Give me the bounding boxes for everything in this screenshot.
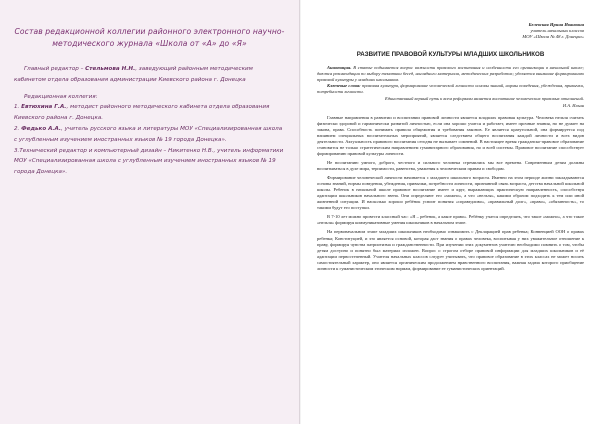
board-member-1 xyxy=(14,102,285,124)
board-member-text: Технический редактор и компьютерный дизайн – Никитенко Н.В., учитель информатики МОУ «Специализированная школа с углубленным изучением иностранных языков № 19 города Донецка». xyxy=(14,147,284,176)
keywords-text: правовая культура, формирование человеческой личности основы знаний, нормы поведения, убеждения, привычки, потребности личности. xyxy=(317,83,584,95)
abstract xyxy=(317,65,584,83)
chief-editor-description: , заведующий районным методическим кабинетом отдела образования администрации Киевского района г. Донецка xyxy=(14,66,253,83)
editorial-board-heading: Редакционная коллегия: xyxy=(24,93,98,100)
epigraph-text: Единственный верный путь к всем реформам является воспитание человеческих правовых отношений. xyxy=(384,96,584,102)
body-paragraph: Не воспитанию умного, доброго, честного и сильного человека стремились мы все времена. Современным детям должны воспитываться в духе мира, терпимости, равенства, уважения к человеческим правам и свободам. xyxy=(317,159,584,172)
board-member-text: , учитель русского языка и литературы МОУ «Специализированная школа с углубленным изучением иностранных языков № 19 города Донецка». xyxy=(14,125,283,143)
chief-editor-line xyxy=(14,64,285,86)
author-block xyxy=(317,22,584,40)
keywords xyxy=(317,83,584,95)
article-page xyxy=(301,0,600,424)
body-paragraph: На первоначальном этапе младших школьников необходимо ознакомить с Декларацией прав ребенка; Конвенцией ООН о правах ребенка; Конституцией, и это является основой, которая даст знания о правах человека, воспитывая у них уважительное отношение к праву, формируя чувства патриотизма и гражданственности. При изучении этих документов учителю необходимо помнить о том, чтобы детям доступно и понятно был материал изложен. Вопрос о строгом отборе правовой информации для младших школьников и её адаптации первостепенный. Учителя начальных классов следует учитывать, что правовое образование в этих классах не может носить самостоятельный характер, оно является органическим продолжением нравственного воспитания, важная задача которого приобщение личности к гуманистическим этическим нормам, формирование ее гуманистических ориентаций. xyxy=(317,229,584,271)
keywords-label: Ключевые слова: xyxy=(327,83,361,89)
epigraph xyxy=(317,96,584,108)
board-member-3 xyxy=(14,146,285,178)
abstract-text: В статье подымается вопрос важности правового воспитания и особенности его организации в начальной школе; даются рекомендации по выбору тематики бесед, наглядного материала, методических разработок; уделяется внимание формированию правовой культуры у младших школьников. xyxy=(317,65,585,83)
board-member-name: Федько А.А. xyxy=(21,125,62,132)
journal-board-title: Состав редакционной коллегии районного электронного научно-методического журнала «Школа от «А» до «Я» xyxy=(14,27,285,48)
author-position: учитель начальных классов xyxy=(530,28,584,33)
abstract-label: Аннотация. xyxy=(327,65,352,70)
body-paragraph: Формирование человеческой личности начинается с младшего школьного возраста. Именно на этом периоде жизни закладываются основы знаний, нормы поведения, убеждения, привычки, потребности личности, признанной связь возраста, детства начальной школьной школы. Ребенок в начальной школе правовое воспитание имеет и круг, выражающих практическую направленность, способствуя адаптации школьников начального звена. Они определяют его «можно», а что «нельзя», какими образом подходить к тем или иной жизненной ситуации. И насколько хорошо ребёнок усвоит понятия «справедливо», «правильный долг», «право», «обязанность», то такими будут его поступки. xyxy=(317,175,584,211)
board-member-number: 1. xyxy=(14,104,20,111)
article-title: РАЗВИТИЕ ПРАВОВОЙ КУЛЬТУРЫ МЛАДШИХ ШКОЛЬНИКОВ xyxy=(356,51,545,58)
epigraph-author: И.А. Ильин xyxy=(562,102,584,108)
body-paragraph: Главные направления в развитии и воспитании правовой личности является младших правовая культура. Человека нельзя считать физически здоровой и гармонически развитой личностью, если она хорошо учится и работает, имеет прочные знания, но не думает на закона, права. Способность понимать правила общежития и требования законов. Ее является краеугольной, она формируется под влиянием специальных воспитательных мероприятий, является следствием общего воспитания каждой личности и всех видов деятельности. Актуальность правового воспитания сегодня не вызывает сомнений. В настоящее время гражданско-правовое образование становится не только стратегическим направлением гуманитарного образования, но и всей системы. Правовое воспитание способствует формированию правовой культуры личности. xyxy=(317,114,584,156)
board-member-text: , методист районного методического кабинета отдела образования Киевского района г. Донецка. xyxy=(14,104,270,122)
board-member-number: 2. xyxy=(14,125,20,132)
body-paragraph: В 7-10 лет можно провести классный час: «Я – ребенок, а какое право». Ребёнку учатся определять, что такое «можно», а что такое «нельзя» формируя коммуникативные умения школьников в начальном этапе. xyxy=(317,214,584,226)
author-school: МОУ «Школа № 48 г. Донецка» xyxy=(522,34,584,39)
chief-editor-name: Стельмова Н.Н. xyxy=(85,66,136,72)
author-name: Белевская Ирина Ивановна xyxy=(528,22,584,27)
board-member-number: 3. xyxy=(14,147,20,154)
board-member-2 xyxy=(14,124,285,146)
chief-editor-prefix: Главный редактор – xyxy=(24,66,86,72)
board-member-name: Евтюхина Г.А. xyxy=(21,104,67,111)
